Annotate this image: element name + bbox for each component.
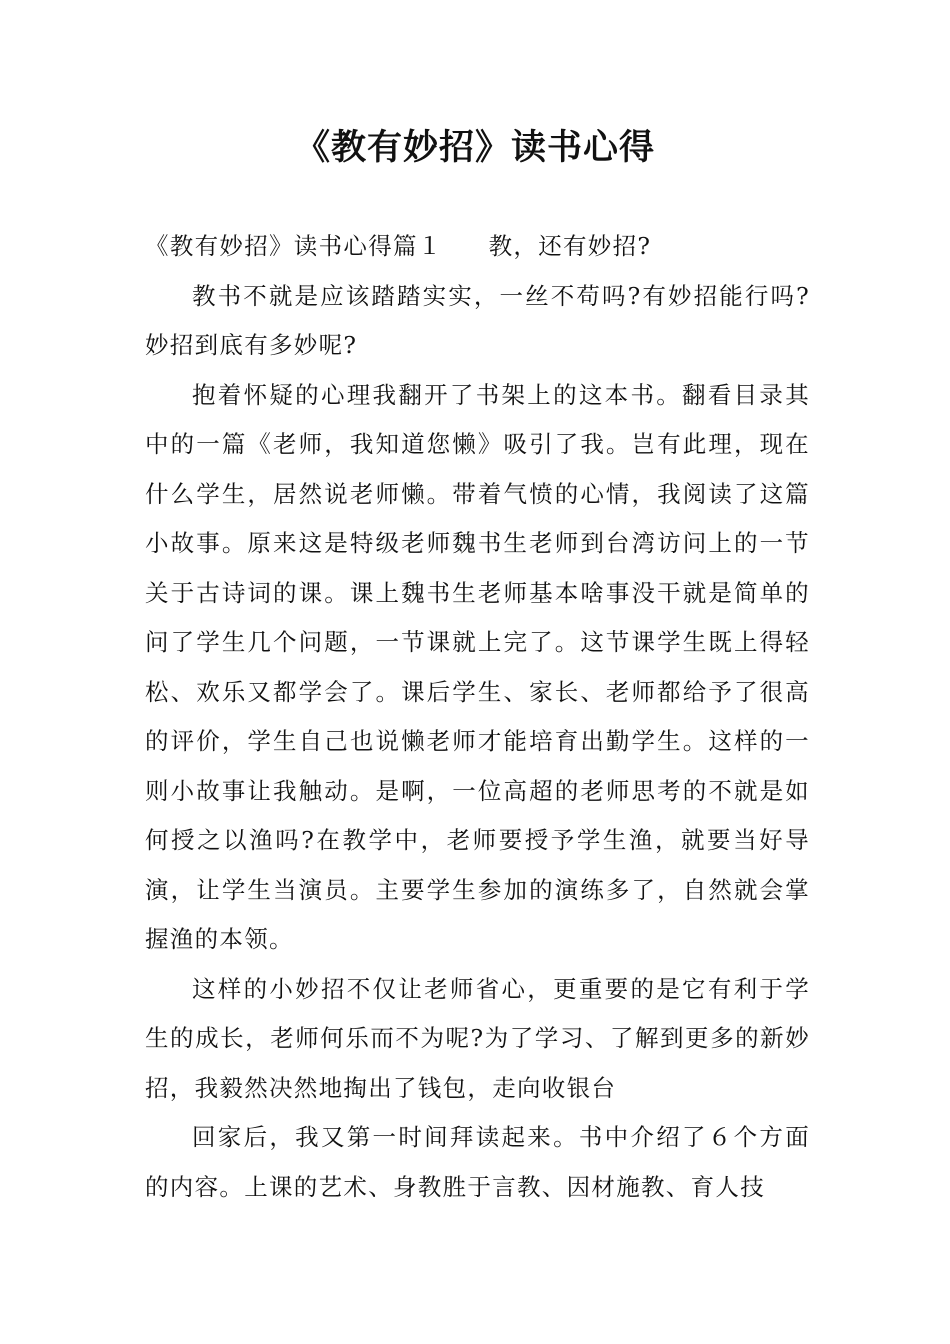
paragraph: 回家后，我又第一时间拜读起来。书中介绍了６个方面的内容。上课的艺术、身教胜于言教、因材施教、育人技 xyxy=(145,1123,810,1201)
document-title: 《教有妙招》读书心得 xyxy=(294,128,655,168)
paragraph: 这样的小妙招不仅让老师省心，更重要的是它有利于学生的成长，老师何乐而不为呢?为了学习、了解到更多的新妙招，我毅然决然地掏出了钱包，走向收银台 xyxy=(145,974,810,1102)
document-body xyxy=(145,222,810,1212)
article-heading-line xyxy=(145,222,810,272)
article-subtitle: 教，还有妙招? xyxy=(488,232,652,260)
article-heading: 《教有妙招》读书心得篇１ xyxy=(145,232,443,260)
paragraph: 教书不就是应该踏踏实实，一丝不苟吗?有妙招能行吗?妙招到底有多妙呢? xyxy=(145,281,810,359)
paragraph: 抱着怀疑的心理我翻开了书架上的这本书。翻看目录其中的一篇《老师，我知道您懒》吸引了我。岂有此理，现在什么学生，居然说老师懒。带着气愤的心情，我阅读了这篇小故事。原来这是特级老师魏书生老师到台湾访问上的一节关于古诗词的课。课上魏书生老师基本啥事没干就是简单的问了学生几个问题，一节课就上完了。这节课学生既上得轻松、欢乐又都学会了。课后学生、家长、老师都给予了很高的评价，学生自己也说懒老师才能培育出勤学生。这样的一则小故事让我触动。是啊，一位高超的老师思考的不就是如何授之以渔吗?在教学中，老师要授予学生渔，就要当好导演，让学生当演员。主要学生参加的演练多了，自然就会掌握渔的本领。 xyxy=(145,380,810,953)
